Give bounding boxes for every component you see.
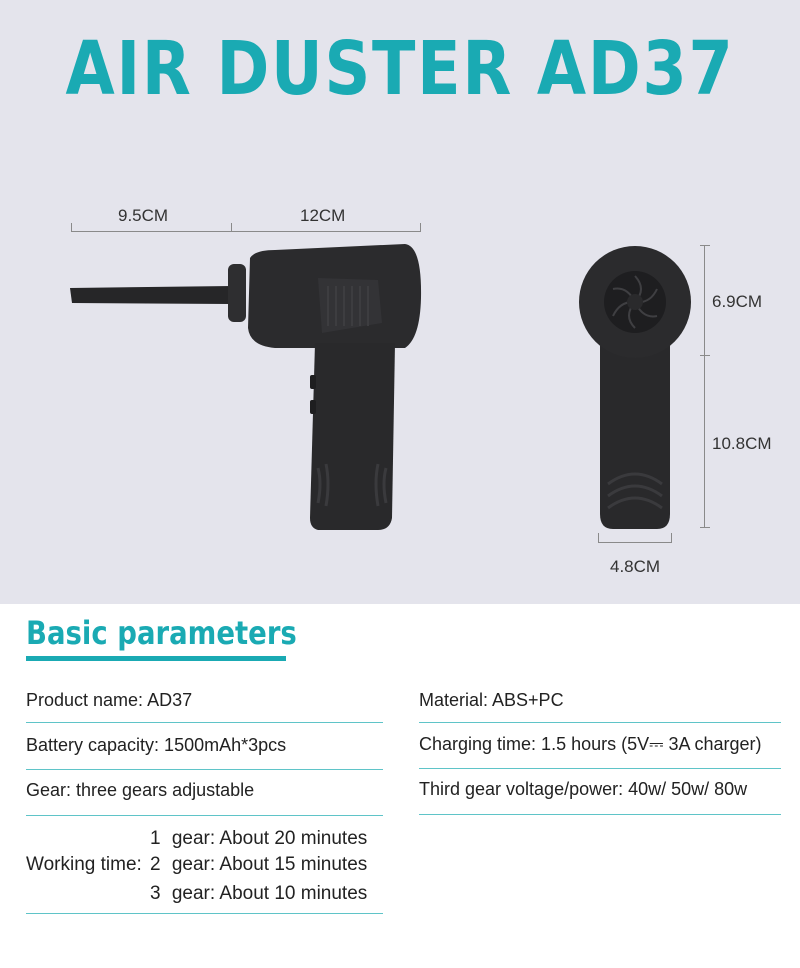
dimension-tick bbox=[671, 533, 672, 543]
section-underline bbox=[26, 656, 286, 661]
dimension-line-height bbox=[704, 245, 705, 527]
air-duster-side-view bbox=[60, 238, 430, 538]
divider bbox=[419, 722, 781, 723]
dimension-line-length bbox=[71, 231, 421, 232]
handle-height-label: 10.8CM bbox=[712, 434, 772, 453]
divider bbox=[419, 768, 781, 769]
gear-number: 2 bbox=[150, 854, 161, 875]
working-time-gear-1 bbox=[150, 828, 367, 850]
working-time-gear-2 bbox=[150, 854, 367, 876]
head-height-label: 6.9CM bbox=[712, 292, 763, 311]
gear-number: 3 bbox=[150, 883, 161, 904]
air-duster-front-view bbox=[575, 244, 695, 534]
gear-duration: gear: About 20 minutes bbox=[171, 828, 368, 849]
gear-number: 1 bbox=[150, 828, 161, 849]
battery-capacity: Battery capacity: 1500mAh*3pcs bbox=[26, 735, 287, 755]
working-time-gear-3 bbox=[150, 883, 367, 905]
dimension-tick bbox=[420, 223, 421, 232]
charging-time: Charging time: 1.5 hours (5V⎓ 3A charger) bbox=[419, 734, 762, 754]
dimension-tick bbox=[231, 223, 232, 232]
dimension-line-width bbox=[598, 542, 672, 543]
dimension-tick bbox=[700, 355, 710, 356]
voltage-power: Third gear voltage/power: 40w/ 50w/ 80w bbox=[419, 779, 748, 799]
dimension-tick bbox=[700, 527, 710, 528]
divider bbox=[26, 769, 383, 770]
gear-info: Gear: three gears adjustable bbox=[26, 780, 255, 800]
dimension-tick bbox=[700, 245, 710, 246]
dimension-tick bbox=[598, 533, 599, 543]
page-title: AIR DUSTER AD37 bbox=[65, 26, 735, 112]
section-title: Basic parameters bbox=[26, 614, 297, 652]
gear-duration: gear: About 10 minutes bbox=[171, 883, 368, 904]
dimension-tick bbox=[71, 223, 72, 232]
body-length-label: 12CM bbox=[300, 206, 346, 225]
nozzle-length-label: 9.5CM bbox=[118, 206, 169, 225]
working-time-label: Working time: bbox=[26, 854, 142, 875]
material: Material: ABS+PC bbox=[419, 690, 564, 710]
divider bbox=[26, 913, 383, 914]
divider bbox=[26, 722, 383, 723]
product-name: Product name: AD37 bbox=[26, 690, 193, 710]
handle-width-label: 4.8CM bbox=[610, 557, 661, 576]
divider bbox=[26, 815, 383, 816]
divider bbox=[419, 814, 781, 815]
gear-duration: gear: About 15 minutes bbox=[171, 854, 368, 875]
